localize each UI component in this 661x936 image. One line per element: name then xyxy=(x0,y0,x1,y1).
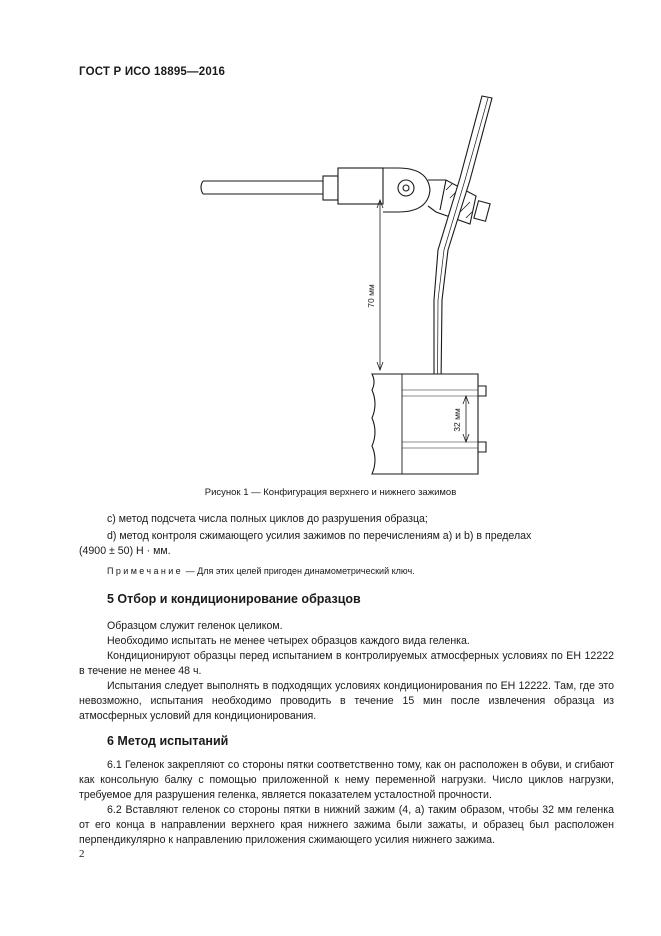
section-6-p2: 6.2 Вставляют геленок со стороны пятки в нижний зажим (4, a) таким образом, чтобы 32 мм геленка от его конца в направлении верхнего края нижнего зажима были зажаты, и образец был расположен перпендикулярно к направлению приложения сжимающего усилия нижнего зажима. xyxy=(79,804,614,846)
lower-clamp-bolt-bottom xyxy=(478,442,486,452)
page-number: 2 xyxy=(79,848,85,860)
arm-end-block xyxy=(323,176,338,200)
figure-caption: Рисунок 1 — Конфигурация верхнего и нижнего зажимов xyxy=(204,487,457,498)
note-label: Примечание xyxy=(107,566,184,576)
section-5-p3: Кондиционируют образцы перед испытанием в контролируемых атмосферных условиях по ЕН 12222 в течение не менее 48 ч. xyxy=(79,650,614,677)
section-5-p2: Необходимо испытать не менее четырех образцов каждого вида геленка. xyxy=(107,635,470,647)
lower-clamp-bolt-top xyxy=(478,386,486,396)
section-6-body xyxy=(79,758,614,848)
arm-rod xyxy=(201,181,323,194)
note xyxy=(107,565,642,578)
section-6-p1: 6.1 Геленок закрепляют со стороны пятки соответственно тому, как он расположен в обуви, и сгибают как консольную балку с помощью приложенной к нему переменной нагрузки. Число циклов нагрузки, требуемое для разрушения геленка, является показателем усталостной прочности. xyxy=(79,759,614,801)
jaw-screw xyxy=(474,201,490,221)
dim-label-32: 32 мм xyxy=(452,408,462,432)
section-6-title: 6 Метод испытаний xyxy=(107,734,229,748)
section-5-body xyxy=(79,619,614,724)
clamp-configuration-figure xyxy=(195,92,495,482)
list-item-c-text: c) метод подсчета числа полных циклов до разрушения образца; xyxy=(107,513,428,525)
list-item-d-line2: (4900 ± 50) Н · мм. xyxy=(79,545,171,557)
section-5-p4: Испытания следует выполнять в подходящих условиях кондиционирования по ЕН 12222. Там, где это невозможно, испытания необходимо проводить в течение 15 мин после извлечения образца из атмосферных условий для кондиционирования. xyxy=(79,680,614,722)
section-5-p1: Образцом служит геленок целиком. xyxy=(107,620,283,632)
pivot-hole xyxy=(398,180,414,196)
dim-label-70: 70 мм xyxy=(366,284,376,308)
document-header: ГОСТ Р ИСО 18895—2016 xyxy=(79,66,226,78)
list-item-c xyxy=(79,512,614,527)
list-item-d xyxy=(79,529,614,559)
lower-clamp-body xyxy=(372,374,478,474)
upper-clamp-body xyxy=(338,168,383,204)
note-text: — Для этих целей пригоден динамометрический ключ. xyxy=(183,566,415,576)
list-item-d-line1: d) метод контроля сжимающего усилия зажимов по перечислениям а) и b) в пределах xyxy=(107,530,532,542)
section-5-title: 5 Отбор и кондиционирование образцов xyxy=(107,592,361,606)
